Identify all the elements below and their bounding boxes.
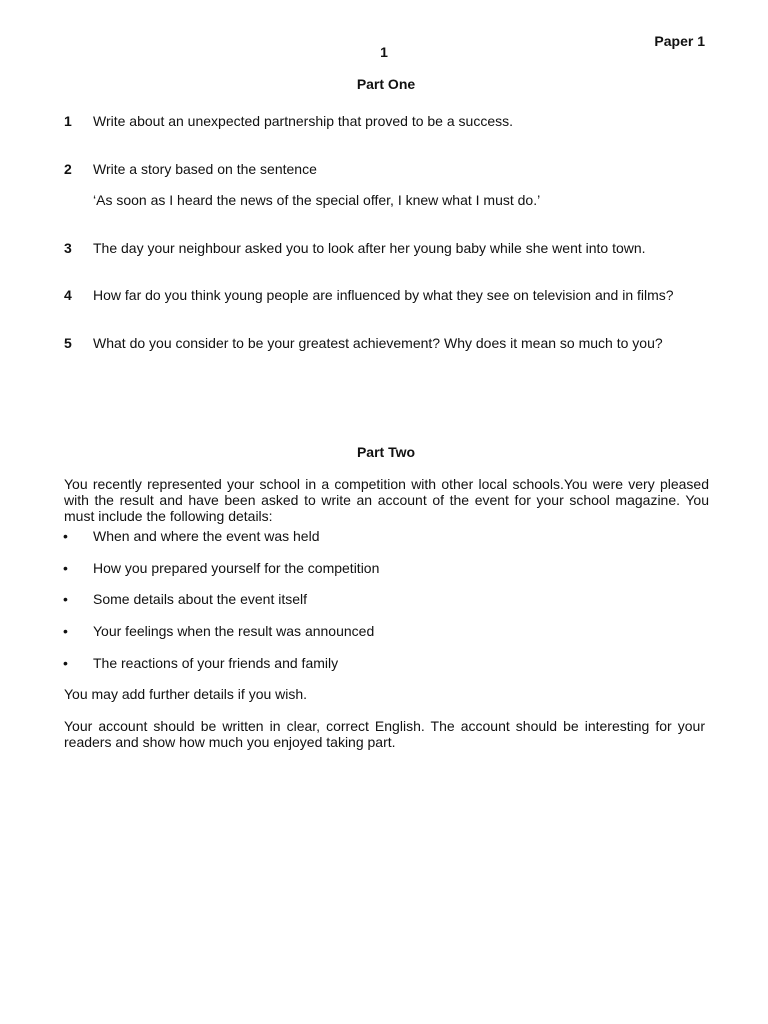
question-number: 3 (64, 240, 72, 256)
bullet-icon: • (63, 591, 68, 607)
question-text: How far do you think young people are influenced by what they see on television and in films? (93, 287, 674, 303)
question-quote: ‘As soon as I heard the news of the special offer, I knew what I must do.’ (93, 192, 541, 208)
bullet-item: When and where the event was held (93, 528, 320, 544)
further-details-note: You may add further details if you wish. (64, 686, 308, 702)
bullet-icon: • (63, 528, 68, 544)
question-number: 2 (64, 161, 72, 177)
closing-paragraph: Your account should be written in clear, correct English. The account should be interesting for your readers and show how much you enjoyed taking part. (64, 718, 705, 750)
paper-label: Paper 1 (654, 33, 705, 49)
question-text: The day your neighbour asked you to look after her young baby while she went into town. (93, 240, 646, 256)
bullet-item: Some details about the event itself (93, 591, 308, 607)
bullet-item: How you prepared yourself for the competition (93, 560, 380, 576)
part-two-heading: Part Two (356, 444, 416, 460)
question-text: What do you consider to be your greatest achievement? Why does it mean so much to you? (93, 335, 663, 351)
question-text: Write a story based on the sentence (93, 161, 317, 177)
question-number: 1 (64, 113, 72, 129)
part-two-intro: You recently represented your school in a competition with other local schools.You were very pleased with the result and have been asked to write an account of the event for your school magazine. You must include the following details: (64, 476, 709, 524)
bullet-item: The reactions of your friends and family (93, 655, 339, 671)
page-number: 1 (380, 44, 388, 60)
question-number: 5 (64, 335, 72, 351)
bullet-item: Your feelings when the result was announced (93, 623, 375, 639)
bullet-icon: • (63, 655, 68, 671)
question-number: 4 (64, 287, 72, 303)
bullet-icon: • (63, 560, 68, 576)
bullet-icon: • (63, 623, 68, 639)
part-one-heading: Part One (356, 76, 416, 92)
question-text: Write about an unexpected partnership that proved to be a success. (93, 113, 513, 129)
